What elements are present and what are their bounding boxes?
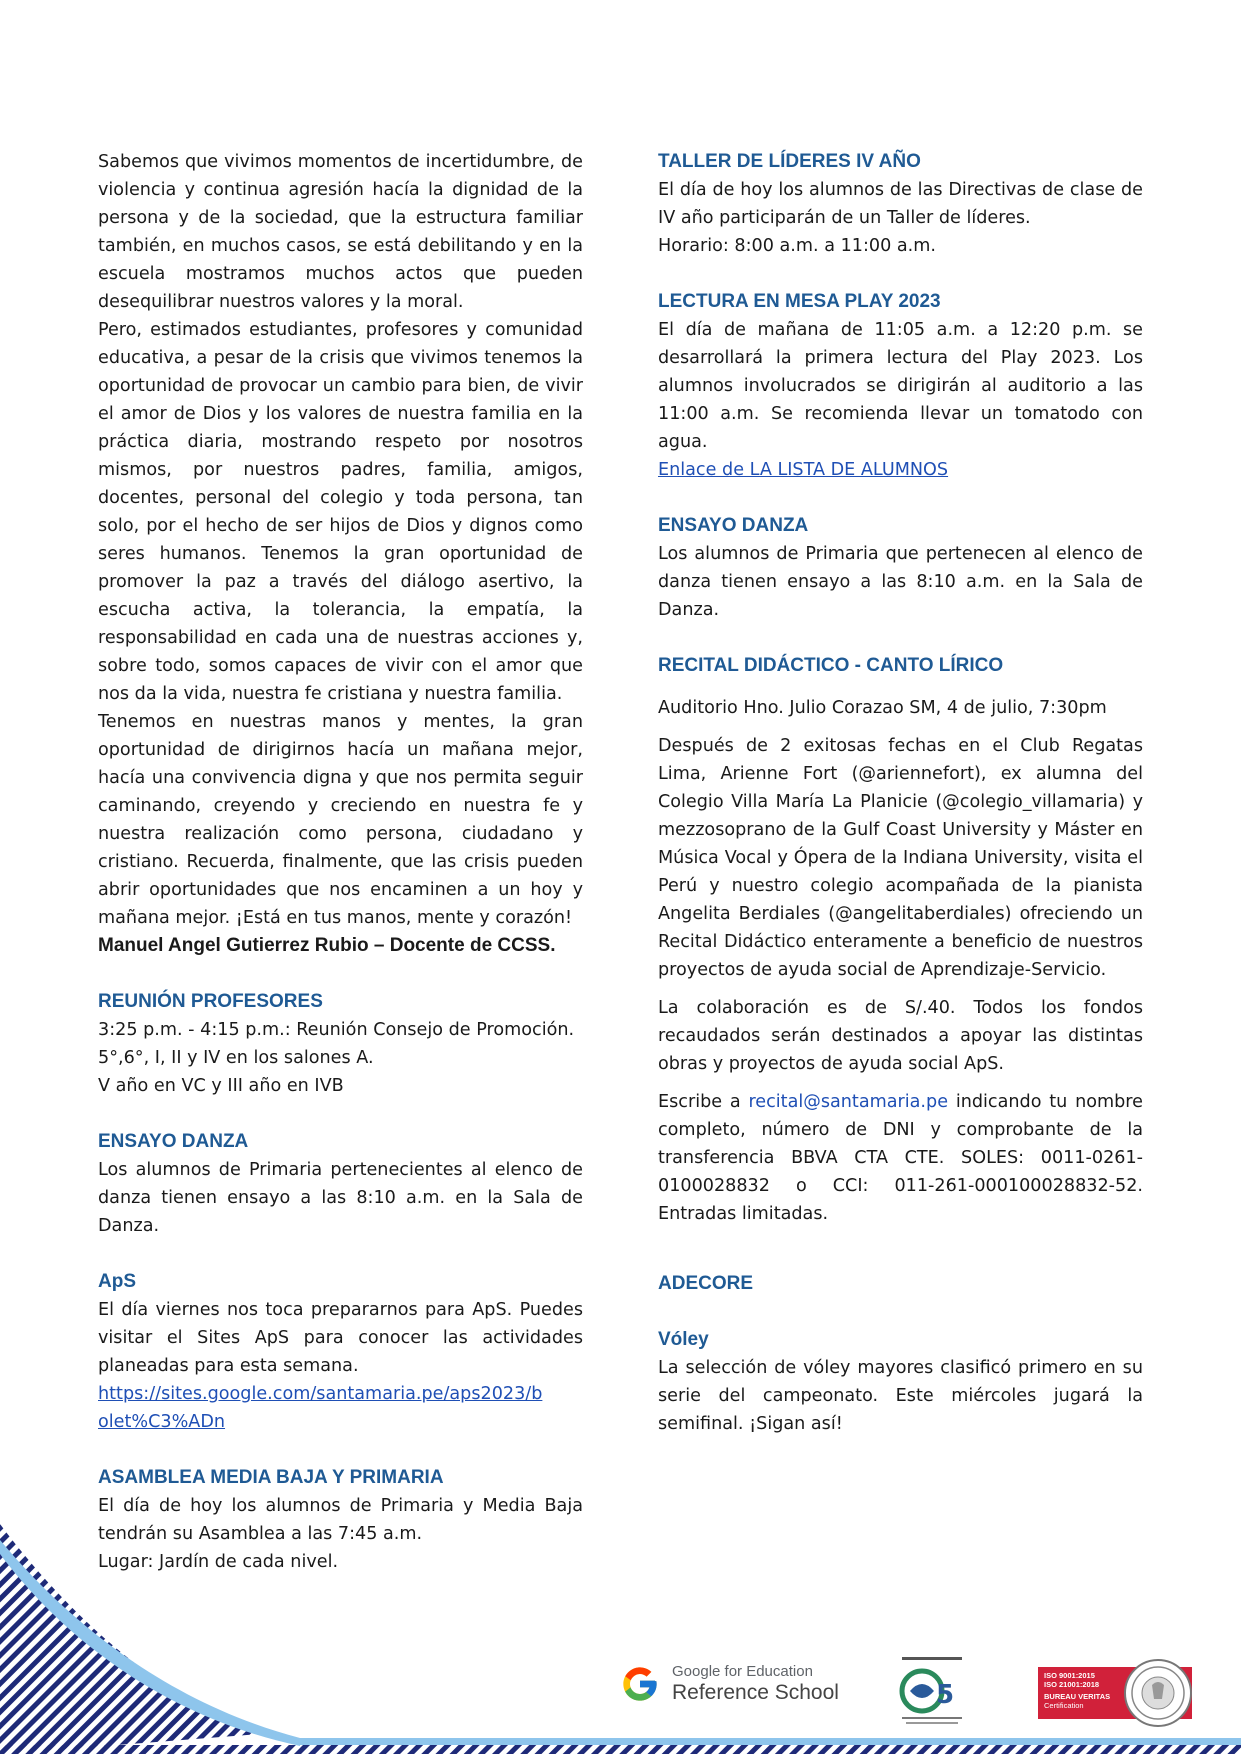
ensayo-danza-text-right: Los alumnos de Primaria que pertenecen al elenco de danza tienen ensayo a las 8:10 a.m. en la Sala de Danza. xyxy=(658,544,1143,620)
ensayo-danza-heading: ENSAYO DANZA xyxy=(98,1131,249,1152)
recital-email-link[interactable]: recital@santamaria.pe xyxy=(748,1092,949,1112)
asamblea-text: El día de hoy los alumnos de Primaria y Media Baja tendrán su Asamblea a las 7:45 a.m. xyxy=(98,1496,583,1544)
pacto-educativo-global-logo xyxy=(892,1655,972,1727)
lectura-mesa-heading: LECTURA EN MESA PLAY 2023 xyxy=(658,291,941,312)
aps-sites-link[interactable] xyxy=(98,1384,542,1432)
aps-link-line-2: olet%C3%ADn xyxy=(98,1412,226,1432)
recital-paragraph-3 xyxy=(658,1088,1143,1228)
gfe-line-1: Google for Education xyxy=(672,1663,813,1680)
right-column xyxy=(658,148,1143,1438)
ensayo-danza-heading-right: ENSAYO DANZA xyxy=(658,515,809,536)
adecore-heading: ADECORE xyxy=(658,1273,754,1294)
taller-lideres-text: El día de hoy los alumnos de las Directivas de clase de IV año participarán de un Taller de líderes. xyxy=(658,180,1143,228)
lectura-mesa-text: El día de mañana de 11:05 a.m. a 12:20 p.m. se desarrollará la primera lectura del Play 2023. Los alumnos involucrados se dirigirán al auditorio a las 11:00 a.m. Se recomienda llevar un tomatodo con agua. xyxy=(658,320,1143,452)
aps-text: El día viernes nos toca prepararnos para ApS. Puedes visitar el Sites ApS para conocer las actividades planeadas para esta semana. xyxy=(98,1300,583,1376)
bureau-veritas-seal xyxy=(1124,1659,1192,1727)
google-for-education-logo xyxy=(620,1663,839,1705)
asamblea-heading: ASAMBLEA MEDIA BAJA Y PRIMARIA xyxy=(98,1467,444,1488)
bv-line-2: ISO 21001:2018 xyxy=(1044,1680,1100,1689)
lista-alumnos-link[interactable]: Enlace de LA LISTA DE ALUMNOS xyxy=(658,460,949,480)
taller-lideres-horario: Horario: 8:00 a.m. a 11:00 a.m. xyxy=(658,236,936,256)
intro-paragraph-1: Sabemos que vivimos momentos de incertidumbre, de violencia y continua agresión hacía la dignidad de la persona y de la sociedad, que la estructura familiar también, en muchos casos, se está debilitando y en la escuela mostramos muchos actos que pueden desequilibrar nuestros valores y la moral. xyxy=(98,152,583,312)
google-g-icon xyxy=(620,1664,660,1704)
voley-heading: Vóley xyxy=(658,1329,709,1350)
voley-text: La selección de vóley mayores clasificó primero en su serie del campeonato. Este miércoles jugará la semifinal. ¡Sigan así! xyxy=(658,1358,1143,1434)
svg-text:5: 5 xyxy=(936,1680,955,1710)
recital-heading: RECITAL DIDÁCTICO - CANTO LÍRICO xyxy=(658,655,1004,676)
reunion-profesores-heading: REUNIÓN PROFESORES xyxy=(98,991,323,1012)
reunion-line-2: 5°,6°, I, II y IV en los salones A. xyxy=(98,1048,374,1068)
bureau-veritas-logo xyxy=(1038,1659,1198,1723)
footer-logos xyxy=(620,1655,1200,1735)
bv-line-4: Certification xyxy=(1044,1701,1084,1710)
reunion-line-3: V año en VC y III año en IVB xyxy=(98,1076,344,1096)
reunion-line-1: 3:25 p.m. - 4:15 p.m.: Reunión Consejo de Promoción. xyxy=(98,1020,575,1040)
bv-line-3: BUREAU VERITAS xyxy=(1044,1692,1111,1701)
taller-lideres-heading: TALLER DE LÍDERES IV AÑO xyxy=(658,151,921,172)
recital-paragraph-2: La colaboración es de S/.40. Todos los fondos recaudados serán destinados a apoyar las distintas obras y proyectos de ayuda social ApS. xyxy=(658,998,1143,1074)
intro-paragraph-2: Pero, estimados estudiantes, profesores y comunidad educativa, a pesar de la crisis que vivimos tenemos la oportunidad de provocar un cambio para bien, de vivir el amor de Dios y los valores de nuestra familia en la práctica diaria, mostrando respeto por nosotros mismos, por nuestros padres, familia, amigos, docentes, personal del colegio y toda persona, tan solo, por el hecho de ser hijos de Dios y dignos como seres humanos. Tenemos la gran oportunidad de promover la paz a través del diálogo asertivo, la escucha activa, la tolerancia, la empatía, la responsabilidad en cada una de nuestras acciones y, sobre todo, somos capaces de vivir con el amor que nos da la vida, nuestra fe cristiana y nuestra familia. xyxy=(98,320,583,704)
aps-link-line-1: https://sites.google.com/santamaria.pe/aps2023/b xyxy=(98,1384,543,1404)
aps-heading: ApS xyxy=(98,1271,136,1292)
ensayo-danza-text: Los alumnos de Primaria pertenecientes al elenco de danza tienen ensayo a las 8:10 a.m. en la Sala de Danza. xyxy=(98,1160,583,1236)
asamblea-lugar: Lugar: Jardín de cada nivel. xyxy=(98,1552,339,1572)
intro-paragraph-3: Tenemos en nuestras manos y mentes, la gran oportunidad de dirigirnos hacía un mañana mejor, hacía una convivencia digna y que nos permita seguir caminando, creyendo y creciendo en nuestra fe y nuestra realización como persona, ciudadano y cristiano. Recuerda, finalmente, que las crisis pueden abrir oportunidades que nos encaminen a un hoy y mañana mejor. ¡Está en tus manos, mente y corazón! xyxy=(98,712,583,928)
gfe-line-2: Reference School xyxy=(672,1681,839,1704)
recital-place: Auditorio Hno. Julio Corazao SM, 4 de julio, 7:30pm xyxy=(658,698,1107,718)
recital-p3-end: indicando tu nombre completo, número de DNI y comprobante de la transferencia BBVA CTA CTE. SOLES: 0011-0261-0100028832 o CCI: 011-261-000100028832-52. Entradas limitadas. xyxy=(658,1092,1143,1224)
left-column xyxy=(98,148,583,1576)
recital-p3-start: Escribe a xyxy=(658,1092,749,1112)
signature: Manuel Angel Gutierrez Rubio – Docente de CCSS. xyxy=(98,935,556,956)
recital-paragraph-1: Después de 2 exitosas fechas en el Club Regatas Lima, Arienne Fort (@ariennefort), ex alumna del Colegio Villa María La Planicie (@colegio_villamaria) y mezzosoprano de la Gulf Coast University y Máster en Música Vocal y Ópera de la Indiana University, visita el Perú y nuestro colegio acompañada de la pianista Angelita Berdiales (@angelitaberdiales) ofreciendo un Recital Didáctico enteramente a beneficio de nuestros proyectos de ayuda social de Aprendizaje-Servicio. xyxy=(658,736,1143,980)
bv-line-1: ISO 9001:2015 xyxy=(1044,1671,1095,1680)
